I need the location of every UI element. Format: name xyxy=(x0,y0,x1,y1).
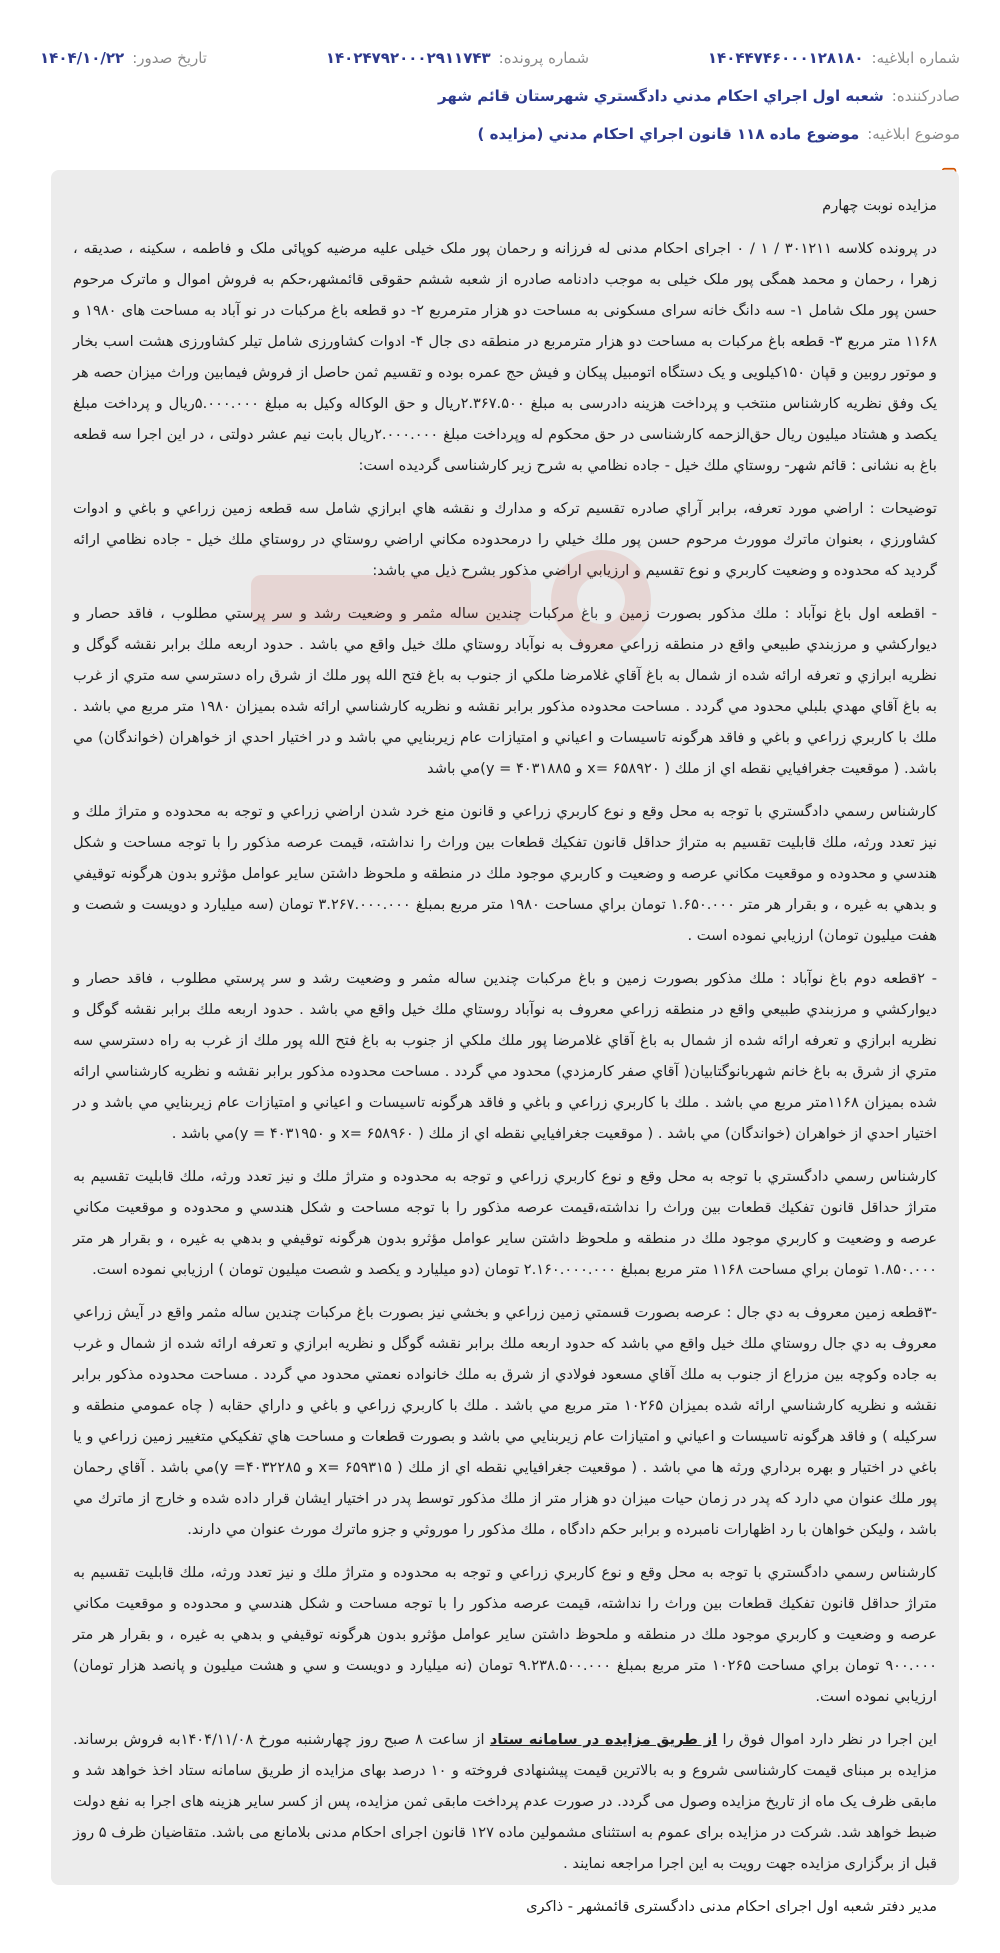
issuer-label: صادرکننده: xyxy=(891,87,960,105)
paragraph-plot-2: - ۲قطعه دوم باغ نوآباد : ملك مذكور بصورت زمين و باغ مركبات چندين ساله مثمر و وضعيت رشد و سر پرستي مطلوب ، فاقد حصار و ديواركشي و مرزبندي طبيعي واقع در منطقه زراعي معروف به نوآباد روستاي ملك خيل واقع مي باشد . حدود اربعه ملك برابر نقشه گوگل و نظريه ابرازي و تعرفه ارائه شده از شمال به باغ آقاي غلامرضا پور ملك ملكي از جنوب به باغ فتح الله پور ملك از غرب به راه دسترسي سه متري از شرق به باغ خانم شهربانوگتابيان( آقاي صفر كارمزدي) محدود مي گردد . مساحت محدوده مذكور برابر نقشه و نظريه كارشناسي ارائه شده بميزان ۱۱۶۸متر مربع مي باشد . ملك با كاربري زراعي و باغي و فاقد هرگونه تاسيسات و اعياني و امتيازات عام زيربنايي مي باشد و در اختيار احدي از خواهران (خواندگان) مي باشد . ( موقعيت جغرافيايي نقطه اي از ملك ( ۶۵۸۹۶۰ =x و ۴۰۳۱۹۵۰ = y)مي باشد . xyxy=(73,970,938,1142)
subject-row xyxy=(40,122,960,146)
issue-date xyxy=(40,46,207,70)
file-number-label: شماره پرونده: xyxy=(498,49,590,67)
paragraph-auction-terms xyxy=(73,1724,937,1879)
paragraph-description: توضيحات : اراضي مورد تعرفه، برابر آراي صادره تقسيم تركه و مدارك و نقشه هاي ابرازي شامل سه قطعه زمين زراعي و باغي و ادوات كشاورزي ، بعنوان ماترك موورث مرحوم حسن پور ملك خيلي را درمحدوده مكاني اراضي روستاي در روستاي ملك خيل - جاده نظامي ارائه گرديد كه محدوده و وضعيت كاربري و نوع تقسيم و ارزيابي اراضي مذكور بشرح ذيل مي باشد: xyxy=(73,500,937,579)
notice-heading: مزایده نوبت چهارم xyxy=(822,197,937,214)
signature: مدیر دفتر شعبه اول اجرای احکام مدنی دادگستری قائمشهر - ذاکری xyxy=(526,1898,937,1915)
file-number-value: ۱۴۰۲۴۷۹۲۰۰۰۲۹۱۱۷۴۳ xyxy=(325,49,491,67)
notice-body xyxy=(51,170,959,1915)
notice-header xyxy=(0,0,1000,188)
paragraph-valuation-1: كارشناس رسمي دادگستري با توجه به محل وقع و نوع كاربري زراعي و قانون منع خرد شدن اراضي زراعي و توجه به محدوده و متراژ ملك و نيز تعدد ورثه، ملك قابليت تقسيم به متراژ حداقل قانون تفكيك قطعات بين وراث را نداشته، قيمت عرصه مذكور را با توجه مساحت و شكل هندسي و محدوده و موقعيت مكاني عرصه و وضعيت و كاربري موجود ملك در منطقه و ملحوظ داشتن ساير عوامل مؤثرو بدون هرگونه توقيفي و بدهي به غيره ، و بقرار هر متر ۱.۶۵۰.۰۰۰ تومان براي مساحت ۱۹۸۰ متر مربع بمبلغ ۳.۲۶۷.۰۰۰.۰۰۰ تومان (سه ميليارد و دويست و شصت و هفت ميليون تومان) ارزيابي نموده است . xyxy=(73,803,937,944)
paragraph-plot-1: - اقطعه اول باغ نوآباد : ملك مذكور بصورت زمين و باغ مركبات چندين ساله مثمر و وضعيت رشد و سر پرستي مطلوب ، فاقد حصار و ديواركشي و مرزبندي طبيعي واقع در منطقه زراعي معروف به نوآباد روستاي ملك خيل واقع مي باشد . حدود اربعه ملك برابر نقشه گوگل و نظريه ابرازي و تعرفه ارائه شده از شمال به باغ آقاي غلامرضا ملكي از جنوب به باغ فتح الله پور ملك از شرق راه دسترسي سه متري از غرب به باغ آقاي مهدي بلبلي محدود مي گردد . مساحت محدوده مذكور برابر نقشه و نظريه كارشناسي ارائه شده بميزان ۱۹۸۰ متر مربع مي باشد . ملك با كاربري زراعي و باغي و فاقد هرگونه تاسيسات و اعياني و امتيازات عام زيربنايي مي باشد و در اختيار احدي از خواهران (خواندگان) مي باشد. ( موقعيت جغرافيايي نقطه اي از ملك ( ۶۵۸۹۲۰ =x و ۴۰۳۱۸۸۵ = y)مي باشد xyxy=(73,605,937,777)
issue-date-value: ۱۴۰۴/۱۰/۲۲ xyxy=(40,49,125,67)
notice-number-value: ۱۴۰۴۴۷۴۶۰۰۰۱۲۸۱۸۰ xyxy=(707,49,864,67)
issue-date-label: تاریخ صدور: xyxy=(132,49,207,67)
paragraph-valuation-3: كارشناس رسمي دادگستري با توجه به محل وقع و نوع كاربري زراعي و توجه به محدوده و متراژ ملك و نيز تعدد ورثه، ملك قابليت تقسيم به متراژ حداقل قانون تفكيك قطعات بين وراث را نداشته، قيمت عرصه مذكور را با توجه مساحت و شكل هندسي و محدوده و موقعيت مكاني عرصه و وضعيت و كاربري موجود ملك در منطقه و ملحوظ داشتن ساير عوامل مؤثرو بدون هرگونه توقيفي و بدهي به غيره ، و بقرار هر متر ۹۰۰.۰۰۰ تومان براي مساحت ۱۰۲۶۵ متر مربع بمبلغ ۹.۲۳۸.۵۰۰.۰۰۰ تومان (نه ميليارد و دويست و سي و هشت ميليون و پانصد هزار تومان) ارزيابي نموده است. xyxy=(73,1564,937,1705)
file-number xyxy=(326,46,589,70)
notice-number xyxy=(708,46,960,70)
notice-number-label: شماره ابلاغیه: xyxy=(871,49,960,67)
issuer-row xyxy=(40,84,960,108)
auction-terms-rest: از ساعت ۸ صبح روز چهارشنبه مورخ ۱۴۰۴/۱۱/۰۸به فروش برساند. مزایده بر مبنای قیمت کارشناسی شروع و به بالاترین قیمت پیشنهادی فروخته و ۱۰ درصد بهای مزایده از طریق سامانه ستاد اخذ خواهد شد و مابقی ظرف یک ماه از تاریخ مزایده وصول می گردد. در صورت عدم پرداخت مابقی ثمن مزایده، پس از کسر سایر هزینه های اجرا به نفع دولت ضبط خواهد شد. شرکت در مزایده برای عموم به استثنای مشمولین ماده ۱۲۷ قانون اجرای احکام مدنی بلامانع می باشد. متقاضیان ظرف ۵ روز قبل از برگزاری مزایده جهت رویت به این اجرا مراجعه نمایند . xyxy=(73,1731,937,1872)
subject-label: موضوع ابلاغیه: xyxy=(867,125,960,143)
auction-platform-link: از طریق مزایده در سامانه ستاد xyxy=(489,1731,718,1748)
auction-terms-start: این اجرا در نظر دارد اموال فوق را xyxy=(717,1731,937,1748)
subject-value: موضوع ماده ۱۱۸ قانون اجراي احكام مدني (مزايده ) xyxy=(477,125,860,143)
paragraph-valuation-2: كارشناس رسمي دادگستري با توجه به محل وقع و نوع كاربري زراعي و توجه به محدوده و متراژ ملك و نيز تعدد ورثه، ملك قابليت تقسيم به متراژ حداقل قانون تفكيك قطعات بين وراث را نداشته،قيمت عرصه مذكور را با توجه مساحت و شكل هندسي و محدوده و موقعيت مكاني عرصه و وضعيت و كاربري موجود ملك در منطقه و ملحوظ داشتن ساير عوامل مؤثرو بدون هرگونه توقيفي و بدهي به غيره ، و بقرار هر متر ۱.۸۵۰.۰۰۰ تومان براي مساحت ۱۱۶۸ متر مربع بمبلغ ۲.۱۶۰.۰۰۰.۰۰۰ تومان (دو ميليارد و يكصد و شصت ميليون تومان ) ارزيابي نموده است. xyxy=(73,1168,937,1278)
issuer-value: شعبه اول اجراي احكام مدني دادگستري شهرستان قائم شهر xyxy=(438,87,884,105)
meta-row xyxy=(40,46,960,70)
paragraph-case-summary: در پرونده کلاسه ۳۰۱۲۱۱ / ۱ / ۰ اجرای احکام مدنی له فرزانه و رحمان پور ملک خیلی علیه مرضیه کوپائی ملک و فاطمه ، سکینه ، صدیقه ، زهرا ، رحمان و محمد همگی پور ملک خیلی به موجب دادنامه صادره از شعبه ششم حقوقی قائمشهر،حکم به فروش اموال و ماترک مرحوم حسن پور ملک شامل ۱- سه دانگ خانه سرای مسکونی به مساحت دو هزار مترمربع ۲- دو قطعه باغ مرکبات در نو آباد به مساحت های ۱۹۸۰ و ۱۱۶۸ متر مربع ۳- قطعه باغ مرکبات به مساحت دو هزار مترمربع در منطقه دی جال ۴- ادوات کشاورزی شامل تیلر کشاورزی هشت اسب بخار و موتور روبین و قپان ۱۵۰کیلویی و یک دستگاه اتومبیل پیکان و فیش حج عمره بوده و تقسیم ثمن حاصل از فروش فیمابین وراث میزان حصه هر یک وفق نظریه کارشناس منتخب و پرداخت هزینه دادرسی به مبلغ ۲.۳۶۷.۵۰۰ریال و حق الوکاله وکیل به مبلغ ۵.۰۰۰.۰۰۰ریال و پرداخت مبلغ یکصد و هشتاد میلیون ریال حق‌الزحمه کارشناسی در حق محکوم له وپرداخت مبلغ ۲.۰۰۰.۰۰۰ریال بابت نیم عشر دولتی ، در این اجرا سه قطعه باغ به نشانی : قائم شهر- روستاي ملك خيل - جاده نظامي به شرح زیر کارشناسی گردیده است: xyxy=(73,240,938,474)
paragraph-plot-3: -۳قطعه زمين معروف به دي جال : عرصه بصورت قسمتي زمين زراعي و بخشي نيز بصورت باغ مركبات چندين ساله مثمر واقع در آيش زراعي معروف به دي جال روستاي ملك خيل واقع مي باشد كه حدود اربعه ملك برابر نقشه گوگل و نظريه ابرازي و تعرفه ارائه شده از شمال و غرب به جاده وكوچه بين مزراع از جنوب به ملك آقاي مسعود فولادي از شرق به ملك خانواده نعمتي محدود مي گردد . مساحت محدوده مذكور برابر نقشه و نظريه كارشناسي ارائه شده بميزان ۱۰۲۶۵ متر مربع مي باشد . ملك با كاربري زراعي و باغي و داراي حقابه ( چاه عمومي منطقه و سركيله ) و فاقد هرگونه تاسيسات و اعياني و امتيازات عام زيربنايي مي باشد و بصورت قطعات و مساحت هاي تفكيكي متغيير زمين زراعي و يا باغي در اختيار و بهره برداري ورثه ها مي باشد . ( موقعيت جغرافيايي نقطه اي از ملك ( ۶۵۹۳۱۵ =x و ۴۰۳۲۲۸۵= y)مي باشد . آقاي رحمان پور ملك عنوان مي دارد كه پدر در زمان حيات ميزان دو هزار متر از ملك مذكور توسط پدر در اختيار ايشان قرار داده شده و خارج از ماترك مي باشد ، وليكن خواهان با رد اظهارات نامبرده و برابر حكم دادگاه ، ملك مذكور را موروثي و جزو ماترك مورث عنوان مي دارند. xyxy=(73,1304,937,1538)
